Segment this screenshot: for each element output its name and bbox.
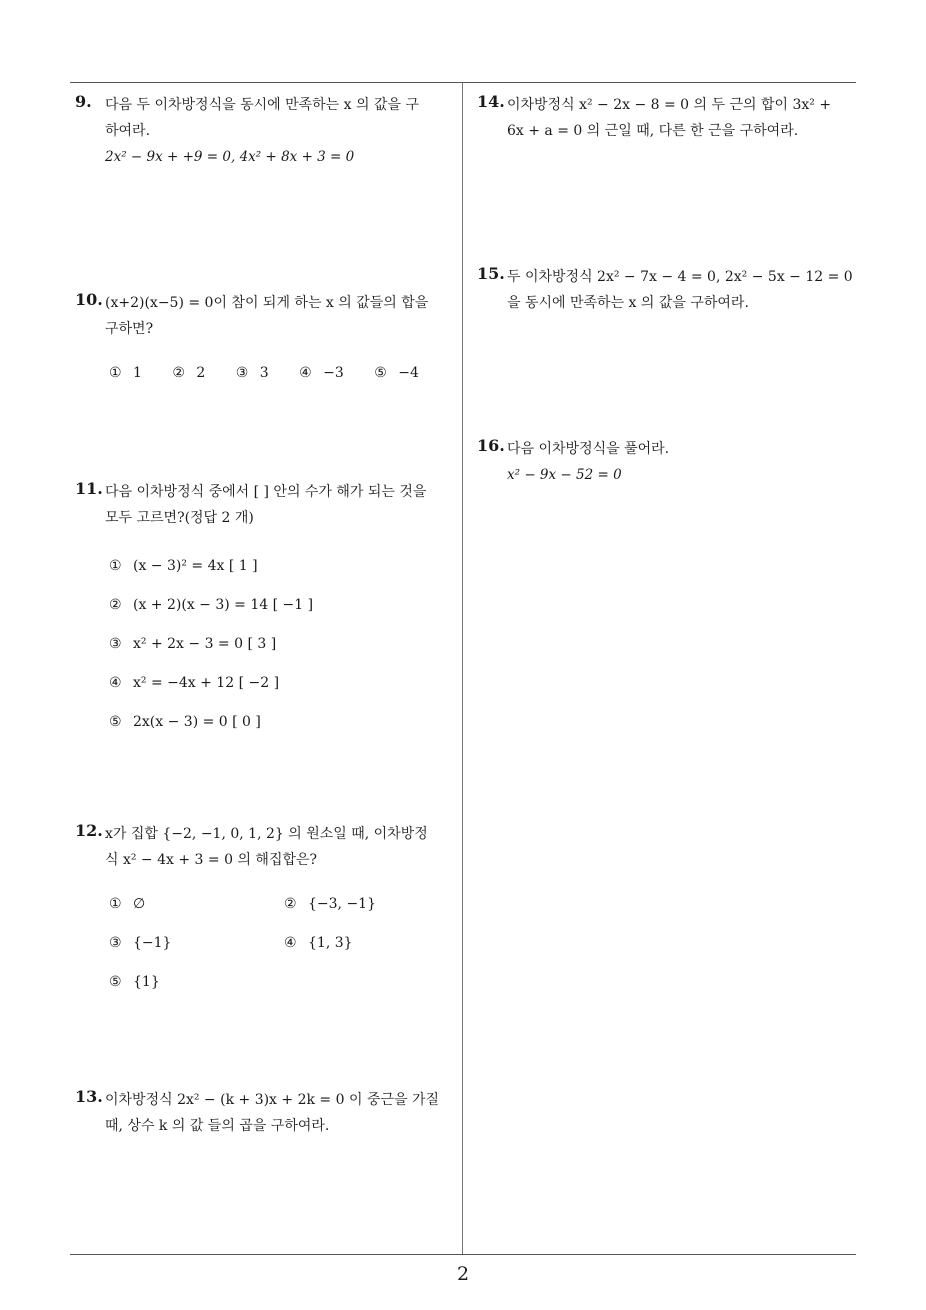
problem-text: 을 동시에 만족하는 x 의 값을 구하여라. [507,295,749,311]
problem-equation: x² − 9x − 52 = 0 [507,467,622,483]
problem-13 [75,1087,460,1139]
problem-number: 10. [75,290,103,309]
problem-equation: 2x² − 9x + +9 = 0, 4x² + 8x + 3 = 0 [105,149,355,165]
choice-3[interactable]: ③ {−1} [109,935,172,951]
problem-text: x가 집합 {−2, −1, 0, 1, 2} 의 원소일 때, 이차방정 [105,826,428,842]
choice-3[interactable]: ③ 3 [235,365,269,381]
problem-15 [477,264,862,316]
problem-number: 12. [75,821,103,840]
choice-2[interactable]: ② 2 [172,365,206,381]
choice-4[interactable]: ④ −3 [299,365,344,381]
choice-1[interactable]: ① (x − 3)² = 4x [ 1 ] [109,558,258,574]
problem-text: 이차방정식 2x² − (k + 3)x + 2k = 0 이 중근을 가질 [105,1092,440,1108]
problem-text: 식 x² − 4x + 3 = 0 의 해집합은? [105,852,318,868]
problem-text: 두 이차방정식 2x² − 7x − 4 = 0, 2x² − 5x − 12 = 0 [507,269,853,285]
problem-12 [75,821,460,1008]
problem-text: 하여라. [105,123,151,139]
problem-number: 11. [75,479,103,498]
problem-16 [477,436,862,488]
problem-text: 이차방정식 x² − 2x − 8 = 0 의 두 근의 합이 3x² + [507,97,832,113]
problem-text: 모두 고르면?(정답 2 개) [105,510,254,526]
choice-1[interactable]: ① ∅ [109,896,146,912]
problem-text: (x+2)(x−5) = 0이 참이 되게 하는 x 의 값들의 합을 [105,295,429,311]
problem-text: 구하면? [105,321,154,337]
problem-text: 다음 두 이차방정식을 동시에 만족하는 x 의 값을 구 [105,97,419,113]
column-divider [462,83,463,1254]
answer-choices [109,891,460,1008]
choice-2[interactable]: ② {−3, −1} [284,896,376,912]
page-number: 2 [456,1263,470,1285]
choice-5[interactable]: ⑤ 2x(x − 3) = 0 [ 0 ] [109,714,261,730]
problem-text: 때, 상수 k 의 값 들의 곱을 구하여라. [105,1118,330,1134]
problem-number: 15. [477,264,505,283]
problem-number: 16. [477,436,505,455]
choice-5[interactable]: ⑤ {1} [109,974,160,990]
choice-1[interactable]: ① 1 [109,365,142,381]
problem-text: 다음 이차방정식을 풀어라. [507,441,670,457]
problem-9 [75,92,460,170]
choice-4[interactable]: ④ x² = −4x + 12 [ −2 ] [109,675,280,691]
choice-3[interactable]: ③ x² + 2x − 3 = 0 [ 3 ] [109,636,277,652]
choice-4[interactable]: ④ {1, 3} [284,935,353,951]
problem-10 [75,290,460,386]
problem-text: 6x + a = 0 의 근일 때, 다른 한 근을 구하여라. [507,123,799,139]
problem-number: 14. [477,92,505,111]
choice-5[interactable]: ⑤ −4 [374,365,419,381]
problem-number: 13. [75,1087,103,1106]
choice-2[interactable]: ② (x + 2)(x − 3) = 14 [ −1 ] [109,597,314,613]
problem-11 [75,479,460,748]
problem-number: 9. [75,92,92,111]
problem-14 [477,92,862,144]
answer-choices [109,360,460,386]
top-rule [70,82,856,83]
answer-choices [109,553,460,748]
bottom-rule [70,1254,856,1255]
problem-text: 다음 이차방정식 중에서 [ ] 안의 수가 해가 되는 것을 [105,484,427,500]
